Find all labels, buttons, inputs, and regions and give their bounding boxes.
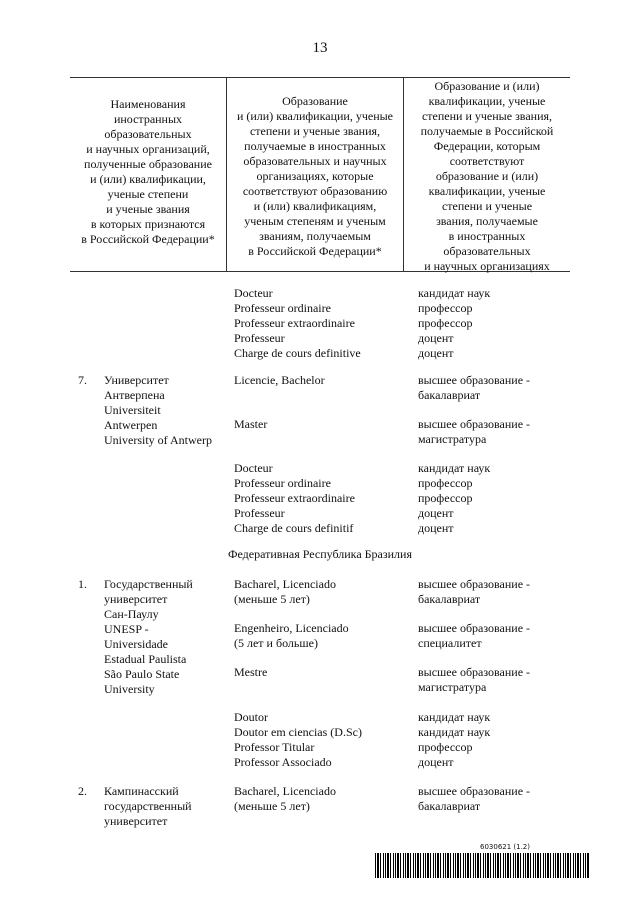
qualification: Mestre (234, 665, 268, 679)
qualification: Engenheiro, Licenciado (5 лет и больше) (234, 621, 349, 650)
russian-equivalent: высшее образование - магистратура (418, 417, 531, 446)
barcode-number: 6030621 (1.2) (480, 843, 530, 851)
qualification: Bacharel, Licenciado (меньше 5 лет) (234, 577, 336, 606)
russian-equivalent: высшее образование - бакалавриат (418, 784, 531, 813)
university-name: Кампинасский государственный университет (104, 784, 192, 828)
degree-list: Docteur Professeur ordinaire Professeur extraordinaire Professeur Charge de cours definitif (234, 461, 355, 535)
entry-number: 1. (78, 577, 87, 591)
header-col1: Наименования иностранных образовательных и научных организаций, полученные образование и (или) квалификации, ученые степени и ученые звания в которых признаются в Российской Федерации* (81, 97, 215, 246)
qualification: Bacharel, Licenciado (меньше 5 лет) (234, 784, 336, 813)
barcode (375, 853, 590, 878)
russian-equivalent: высшее образование - бакалавриат (418, 373, 531, 402)
russian-equivalent: высшее образование - магистратура (418, 665, 531, 694)
russian-equivalent: высшее образование - специалитет (418, 621, 531, 650)
page-number: 13 (312, 40, 328, 56)
russian-equivalent: высшее образование - бакалавриат (418, 577, 531, 606)
header-col2: Образование и (или) квалификации, ученые степени и ученые звания, получаемые в иностранных образовательных и научных организациях, которые соответствуют образованию и (или) квалификациям, ученым степеням и ученым званиям, получаемым в Российской Федерации* (236, 94, 394, 258)
entry-number: 7. (78, 373, 87, 387)
university-name: Государственный университет Сан-Паулу UNESP - Universidade Estadual Paulista São Paulo State University (104, 577, 193, 696)
degree-list: Docteur Professeur ordinaire Professeur extraordinaire Professeur Charge de cours definitive (234, 286, 361, 360)
table-top-rule (70, 77, 570, 78)
russian-equivalent-list: кандидат наук профессор профессор доцент доцент (418, 461, 491, 535)
qualification: Licencie, Bachelor (234, 373, 325, 387)
section-heading: Федеративная Республика Бразилия (228, 547, 412, 561)
university-name: Университет Антверпена Universiteit Antwerpen University of Antwerp (104, 373, 212, 447)
degree-list: Doutor Doutor em ciencias (D.Sc) Professor Titular Professor Associado (234, 710, 362, 769)
entry-number: 2. (78, 784, 87, 798)
qualification: Master (234, 417, 268, 431)
russian-equivalent-list: кандидат наук кандидат наук профессор доцент (418, 710, 491, 769)
header-col3: Образование и (или) квалификации, ученые степени и ученые звания, получаемые в Российской Федерации, которым соответствуют образование и (или) квалификации, ученые степени и ученые звания, получаемые в иностранных образовательных и научных организациях (420, 79, 554, 273)
russian-equivalent-list: кандидат наук профессор профессор доцент доцент (418, 286, 491, 360)
